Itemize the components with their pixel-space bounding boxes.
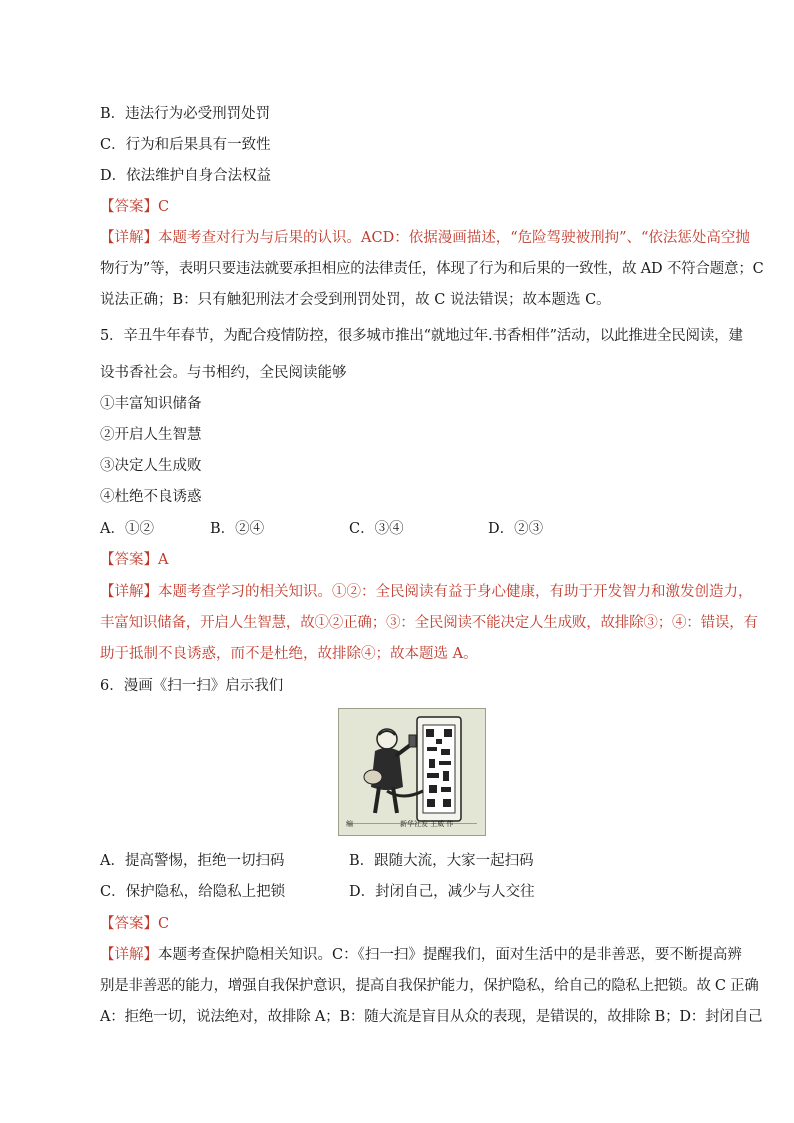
q5-detail-line-3: 助于抵制不良诱惑，而不是杜绝，故排除④；故本题选 A。: [100, 646, 478, 662]
q6-detail-line-3: A：拒绝一切，说法绝对，故排除 A；B：随大流是盲目从众的表现，是错误的，故排除 B；D：封闭自己: [100, 1009, 763, 1025]
q5-item-4: ④杜绝不良诱惑: [100, 489, 202, 505]
answer-value: C: [158, 199, 170, 215]
q5-stem-line-2: 设书香社会。与书相约，全民阅读能够: [100, 365, 347, 381]
cartoon-caption-left: 编: [346, 820, 353, 828]
detail-label: 【详解】: [100, 584, 158, 600]
q6-detail-line-1: [100, 945, 742, 965]
q5-stem-line-1: 5．辛丑牛年春节，为配合疫情防控，很多城市推出“就地过年.书香相伴”活动，以此推进全民阅读，建: [100, 328, 743, 344]
detail-label: 【详解】: [100, 947, 158, 963]
answer-label: 【答案】: [100, 199, 158, 215]
q5-option-c: C．③④: [349, 521, 404, 537]
q4-answer: [100, 197, 169, 217]
answer-value: C: [158, 916, 170, 932]
q4-detail-line-1: [100, 228, 750, 248]
scan-cartoon-image: [338, 708, 486, 836]
q5-option-a: A．①②: [100, 521, 154, 537]
answer-value: A: [158, 552, 169, 568]
detail-text: 本题考查对行为与后果的认识。ACD：依据漫画描述，“危险驾驶被刑拘”、“依法惩处高空抛: [158, 230, 750, 246]
q4-option-c: C．行为和后果具有一致性: [100, 137, 271, 153]
q5-item-2: ②开启人生智慧: [100, 427, 202, 443]
q5-detail-line-1: [100, 582, 753, 602]
detail-text: 本题考查学习的相关知识。①②：全民阅读有益于身心健康，有助于开发智力和激发创造力，: [158, 584, 753, 600]
q6-option-d: D．封闭自己，减少与人交往: [349, 884, 535, 900]
q5-answer: [100, 550, 168, 570]
q4-detail-line-2: 物行为”等，表明只要违法就要承担相应的法律责任，体现了行为和后果的一致性，故 AD 不符合题意；C: [100, 261, 764, 277]
answer-label: 【答案】: [100, 552, 158, 568]
q6-option-b: B．跟随大流，大家一起扫码: [349, 853, 534, 869]
q4-option-d: D．依法维护自身合法权益: [100, 168, 272, 184]
q4-option-b: B．违法行为必受刑罚处罚: [100, 106, 271, 122]
detail-text: 本题考查保护隐相关知识。C：《扫一扫》提醒我们，面对生活中的是非善恶，要不断提高辨: [158, 947, 742, 963]
q6-option-a: A．提高警惕，拒绝一切扫码: [100, 853, 285, 869]
q4-detail-line-3: 说法正确；B：只有触犯刑法才会受到刑罚处罚，故 C 说法错误；故本题选 C。: [100, 292, 611, 308]
detail-label: 【详解】: [100, 230, 158, 246]
cartoon-caption-right: 新华社发 王威 作: [400, 820, 454, 828]
q6-detail-line-2: 别是非善恶的能力，增强自我保护意识，提高自我保护能力，保护隐私，给自己的隐私上把锁。故 C 正确: [100, 978, 759, 994]
q5-item-1: ①丰富知识储备: [100, 396, 202, 412]
q6-option-c: C．保护隐私，给隐私上把锁: [100, 884, 286, 900]
answer-label: 【答案】: [100, 916, 158, 932]
q6-answer: [100, 914, 169, 934]
cartoon-illustration: [339, 709, 485, 835]
q5-option-d: D．②③: [488, 521, 544, 537]
q5-detail-line-2: 丰富知识储备，开启人生智慧，故①②正确；③：全民阅读不能决定人生成败，故排除③；④：错误，有: [100, 615, 758, 631]
q5-item-3: ③决定人生成败: [100, 458, 202, 474]
q6-stem: 6．漫画《扫一扫》启示我们: [100, 678, 284, 694]
q5-option-b: B．②④: [210, 521, 265, 537]
